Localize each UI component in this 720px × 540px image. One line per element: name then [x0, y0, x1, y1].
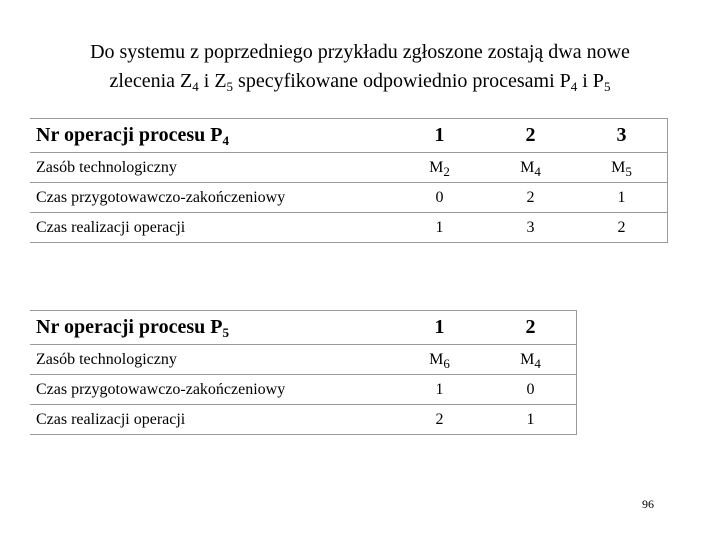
header-col: 1 — [394, 119, 485, 153]
header-label-text: Nr operacji procesu P — [36, 316, 223, 338]
title-subscript: 5 — [603, 79, 611, 94]
cell-subscript: 4 — [534, 163, 541, 179]
title-line-1: Do systemu z poprzedniego przykładu zgłoszone zostają dwa nowe — [90, 41, 630, 63]
title-subscript: 5 — [226, 79, 234, 94]
table-cell: 0 — [394, 183, 485, 213]
table-cell: 1 — [576, 183, 668, 213]
title-line-2 — [20, 67, 700, 96]
cell-main: M — [429, 350, 444, 368]
header-col: 2 — [485, 311, 577, 345]
table-cell: 1 — [394, 213, 485, 243]
cell-main: M — [520, 350, 535, 368]
title-text-part: specyfikowane odpowiednio procesami P — [233, 70, 571, 92]
title-text-part: i P — [577, 70, 604, 92]
header-col: 1 — [394, 311, 485, 345]
table-cell: 3 — [485, 213, 576, 243]
row-label: Czas realizacji operacji — [30, 405, 394, 435]
header-col: 2 — [485, 119, 576, 153]
cell-subscript: 2 — [443, 163, 450, 179]
title-subscript: 4 — [192, 79, 199, 94]
header-label — [30, 311, 394, 345]
slide-title — [20, 38, 700, 96]
row-label: Czas realizacji operacji — [30, 213, 394, 243]
row-label: Czas przygotowawczo-zakończeniowy — [30, 375, 394, 405]
table-header-row — [30, 119, 668, 153]
title-text-part: i Z — [198, 70, 227, 92]
table-row — [30, 153, 668, 183]
table-row — [30, 345, 577, 375]
row-label: Zasób technologiczny — [30, 345, 394, 375]
title-subscript: 4 — [570, 79, 578, 94]
table-cell — [394, 153, 485, 183]
table-cell: 1 — [394, 375, 485, 405]
table-cell: 2 — [394, 405, 485, 435]
table-row — [30, 375, 577, 405]
table-row — [30, 405, 577, 435]
header-label-subscript: 4 — [222, 133, 229, 148]
table-row — [30, 213, 668, 243]
cell-subscript: 6 — [443, 355, 450, 371]
cell-subscript: 5 — [625, 163, 632, 179]
header-col: 3 — [576, 119, 668, 153]
row-label: Czas przygotowawczo-zakończeniowy — [30, 183, 394, 213]
cell-main: M — [520, 158, 535, 176]
page-number: 96 — [642, 497, 654, 511]
table-row — [30, 183, 668, 213]
header-label-text: Nr operacji procesu P — [36, 124, 223, 146]
row-label: Zasób technologiczny — [30, 153, 394, 183]
header-label — [30, 119, 394, 153]
table-cell — [485, 153, 576, 183]
table-cell: 2 — [576, 213, 668, 243]
cell-main: M — [429, 158, 444, 176]
table-cell: 1 — [485, 405, 577, 435]
cell-main: M — [611, 158, 626, 176]
process-p4-table — [30, 118, 668, 243]
table-cell — [576, 153, 668, 183]
table-cell: 2 — [485, 183, 576, 213]
header-label-subscript: 5 — [222, 325, 229, 340]
table-cell — [394, 345, 485, 375]
table-cell — [485, 345, 577, 375]
process-p5-table — [30, 310, 577, 435]
table-header-row — [30, 311, 577, 345]
title-text-part: zlecenia Z — [109, 70, 193, 92]
table-cell: 0 — [485, 375, 577, 405]
cell-subscript: 4 — [534, 355, 541, 371]
